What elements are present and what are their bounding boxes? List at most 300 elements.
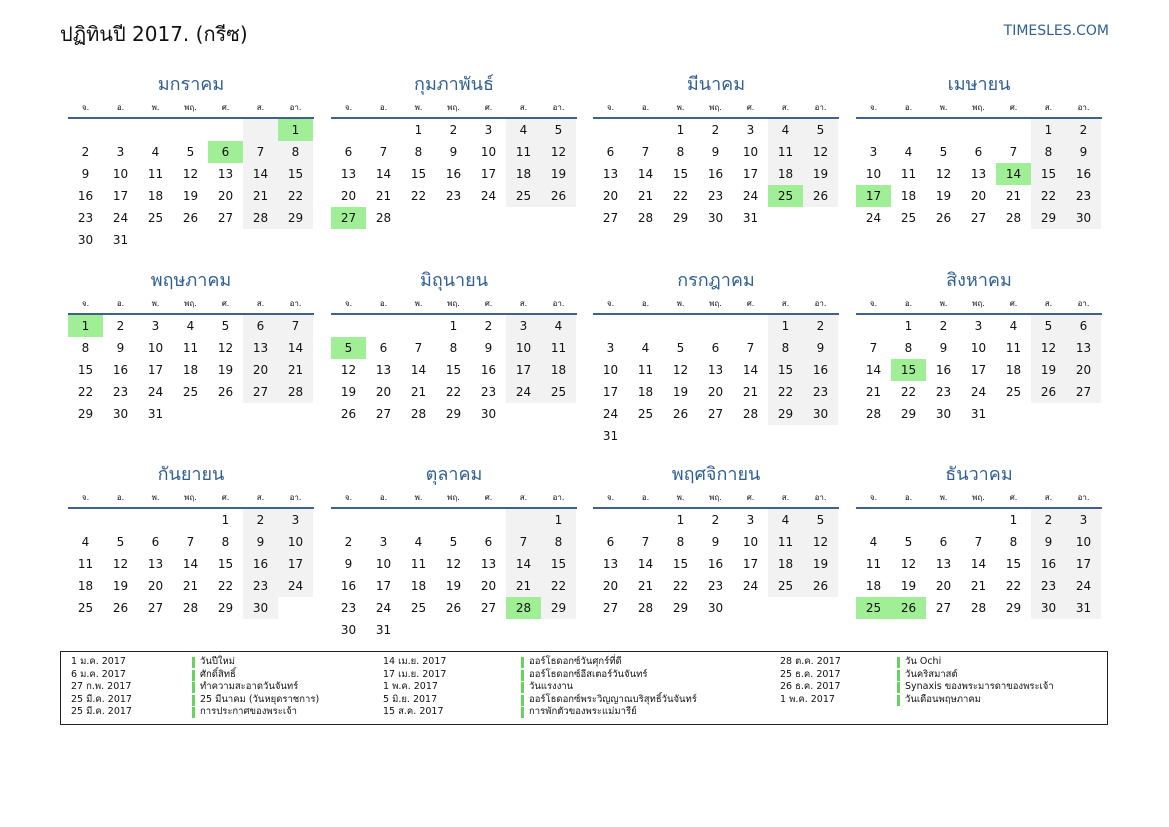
weekday-label: ส.	[1044, 493, 1053, 502]
day-cell: 2	[449, 123, 458, 137]
weekday-label: อา.	[289, 299, 302, 308]
day-cell: 5	[1031, 315, 1066, 337]
empty-day-cell	[173, 119, 208, 141]
month-calendar	[68, 461, 314, 619]
holiday-day-cell: 28	[506, 597, 541, 619]
day-cell: 18	[768, 553, 803, 575]
day-cell: 6	[1066, 315, 1101, 337]
weekday-label: พฤ.	[972, 103, 985, 112]
day-cell: 28	[182, 601, 199, 615]
day-cell: 17	[375, 579, 392, 593]
day-cell: 12	[672, 363, 689, 377]
holiday-date: 26 ธ.ค. 2017	[780, 681, 841, 693]
weekday-label: พฤ.	[709, 103, 722, 112]
holiday-name: ออร์โธดอกซ์วันศุกร์ที่ดี	[529, 656, 622, 667]
day-grid	[593, 509, 839, 619]
day-cell: 7	[278, 315, 313, 337]
weekday-label: พฤ.	[447, 493, 460, 502]
day-cell: 8	[676, 145, 685, 159]
weekday-label: พฤ.	[447, 103, 460, 112]
day-cell: 11	[147, 167, 164, 181]
weekday-label: อ.	[641, 493, 650, 502]
weekday-label: อ.	[904, 299, 913, 308]
day-cell: 13	[602, 167, 619, 181]
day-cell: 12	[340, 363, 357, 377]
weekday-label: ศ.	[746, 103, 755, 112]
day-cell: 16	[445, 167, 462, 181]
day-cell: 6	[344, 145, 353, 159]
weekday-label: จ.	[344, 493, 353, 502]
holiday-date: 25 มี.ค. 2017	[71, 693, 132, 705]
day-cell: 28	[637, 211, 654, 225]
day-cell: 8	[541, 531, 576, 553]
day-cell: 10	[865, 167, 882, 181]
day-cell: 9	[711, 145, 720, 159]
day-cell: 29	[217, 601, 234, 615]
day-cell: 17	[278, 553, 313, 575]
day-cell: 9	[344, 557, 353, 571]
day-cell: 17	[602, 385, 619, 399]
day-cell: 1	[676, 123, 685, 137]
day-cell: 7	[641, 535, 650, 549]
day-cell: 6	[711, 341, 720, 355]
holiday-marker	[521, 707, 524, 718]
day-cell: 3	[974, 319, 983, 333]
day-cell: 27	[147, 601, 164, 615]
day-cell: 15	[672, 167, 689, 181]
month-name: มิถุนายน	[419, 270, 489, 291]
day-cell: 18	[865, 579, 882, 593]
day-cell: 18	[1005, 363, 1022, 377]
day-cell: 5	[939, 145, 948, 159]
day-cell: 23	[480, 385, 497, 399]
holiday-marker	[521, 657, 524, 668]
month-calendar	[856, 267, 1102, 425]
day-cell: 4	[541, 315, 576, 337]
holiday-marker	[192, 670, 195, 681]
day-cell: 29	[768, 403, 803, 425]
day-cell: 30	[243, 597, 278, 619]
day-cell: 1	[221, 513, 230, 527]
weekday-label: อา.	[289, 493, 302, 502]
day-cell: 14	[637, 557, 654, 571]
day-cell: 24	[602, 407, 619, 421]
day-cell: 23	[935, 385, 952, 399]
day-cell: 15	[445, 363, 462, 377]
weekday-label: พ.	[151, 493, 160, 502]
day-cell: 11	[77, 557, 94, 571]
day-cell: 14	[375, 167, 392, 181]
day-cell: 2	[803, 315, 838, 337]
weekday-label: อา.	[1077, 103, 1090, 112]
weekday-label: ส.	[256, 103, 265, 112]
day-cell: 17	[742, 167, 759, 181]
day-cell: 13	[480, 557, 497, 571]
day-cell: 13	[340, 167, 357, 181]
empty-day-cell	[103, 509, 138, 531]
day-cell: 22	[541, 575, 576, 597]
day-cell: 2	[711, 513, 720, 527]
day-cell: 17	[147, 363, 164, 377]
empty-day-cell	[103, 119, 138, 141]
weekday-label: อา.	[552, 493, 565, 502]
weekday-label: พฤ.	[184, 493, 197, 502]
holiday-day-cell: 5	[331, 337, 366, 359]
month-calendar	[68, 71, 314, 251]
day-cell: 23	[112, 385, 129, 399]
empty-day-cell	[628, 119, 663, 141]
day-cell: 19	[182, 189, 199, 203]
holiday-date: 1 พ.ค. 2017	[780, 693, 835, 705]
weekday-label: พ.	[676, 493, 685, 502]
day-cell: 2	[344, 535, 353, 549]
day-cell: 26	[935, 211, 952, 225]
weekday-label: พ.	[414, 299, 423, 308]
day-cell: 12	[182, 167, 199, 181]
month-name: พฤศจิกายน	[671, 464, 761, 485]
day-cell: 28	[742, 407, 759, 421]
day-cell: 13	[217, 167, 234, 181]
weekday-header	[856, 488, 1102, 509]
day-cell: 6	[974, 145, 983, 159]
day-cell: 3	[869, 145, 878, 159]
day-cell: 20	[340, 189, 357, 203]
day-cell: 18	[900, 189, 917, 203]
day-cell: 6	[379, 341, 388, 355]
holiday-day-cell: 1	[68, 315, 103, 337]
day-cell: 24	[970, 385, 987, 399]
weekday-label: พฤ.	[972, 299, 985, 308]
day-cell: 14	[410, 363, 427, 377]
weekday-label: จ.	[81, 493, 90, 502]
day-cell: 27	[375, 407, 392, 421]
day-cell: 4	[904, 145, 913, 159]
day-cell: 25	[77, 601, 94, 615]
day-cell: 22	[217, 579, 234, 593]
day-cell: 2	[116, 319, 125, 333]
day-cell: 15	[541, 553, 576, 575]
day-cell: 12	[935, 167, 952, 181]
weekday-header	[68, 294, 314, 315]
day-cell: 6	[243, 315, 278, 337]
empty-day-cell	[891, 509, 926, 531]
day-cell: 26	[182, 211, 199, 225]
day-cell: 16	[935, 363, 952, 377]
day-cell: 15	[1031, 163, 1066, 185]
day-cell: 4	[186, 319, 195, 333]
month-name: กุมภาพันธ์	[414, 74, 494, 95]
empty-day-cell	[331, 119, 366, 141]
day-cell: 5	[221, 319, 230, 333]
day-cell: 9	[484, 341, 493, 355]
site-link[interactable]: TIMESLES.COM	[1003, 23, 1109, 39]
holiday-date: 1 ม.ค. 2017	[71, 656, 126, 667]
weekday-header	[331, 294, 577, 315]
month-name: กรกฎาคม	[677, 270, 755, 291]
day-cell: 16	[803, 359, 838, 381]
day-cell: 24	[112, 211, 129, 225]
day-cell: 24	[147, 385, 164, 399]
day-cell: 5	[186, 145, 195, 159]
day-cell: 28	[375, 211, 392, 225]
month-name: มีนาคม	[686, 74, 746, 95]
day-cell: 10	[375, 557, 392, 571]
day-cell: 16	[243, 553, 278, 575]
day-cell: 24	[375, 601, 392, 615]
weekday-label: ส.	[256, 299, 265, 308]
day-cell: 6	[606, 145, 615, 159]
holiday-date: 14 เม.ย. 2017	[383, 656, 447, 667]
day-cell: 19	[112, 579, 129, 593]
day-cell: 7	[974, 535, 983, 549]
day-cell: 22	[672, 579, 689, 593]
holiday-marker	[897, 657, 900, 668]
weekday-label: อ.	[116, 493, 125, 502]
weekday-label: พฤ.	[184, 299, 197, 308]
holiday-name: วัน Ochi	[905, 656, 942, 667]
weekday-label: อา.	[552, 299, 565, 308]
holiday-name: วันคริสมาสต์	[905, 668, 958, 680]
day-cell: 29	[445, 407, 462, 421]
day-cell: 13	[1066, 337, 1101, 359]
page-title: ปฏิทินปี 2017. (กรีซ)	[60, 22, 248, 46]
day-cell: 15	[278, 163, 313, 185]
day-cell: 25	[637, 407, 654, 421]
holiday-marker	[521, 670, 524, 681]
day-cell: 25	[147, 211, 164, 225]
day-cell: 10	[602, 363, 619, 377]
day-cell: 1	[676, 513, 685, 527]
weekday-label: ศ.	[1009, 299, 1018, 308]
day-cell: 11	[768, 531, 803, 553]
day-cell: 16	[707, 557, 724, 571]
day-cell: 12	[217, 341, 234, 355]
day-cell: 29	[1031, 207, 1066, 229]
weekday-label: อ.	[641, 299, 650, 308]
weekday-label: อ.	[904, 493, 913, 502]
weekday-label: พ.	[676, 103, 685, 112]
day-cell: 2	[711, 123, 720, 137]
day-cell: 24	[278, 575, 313, 597]
day-cell: 27	[480, 601, 497, 615]
day-cell: 12	[541, 141, 576, 163]
weekday-label: จ.	[81, 299, 90, 308]
day-cell: 21	[637, 579, 654, 593]
day-cell: 24	[742, 189, 759, 203]
weekday-label: จ.	[81, 103, 90, 112]
day-cell: 20	[970, 189, 987, 203]
day-cell: 25	[410, 601, 427, 615]
day-cell: 10	[970, 341, 987, 355]
day-cell: 4	[768, 119, 803, 141]
month-name: พฤษภาคม	[150, 270, 232, 291]
day-cell: 23	[803, 381, 838, 403]
day-cell: 16	[480, 363, 497, 377]
day-cell: 29	[541, 597, 576, 619]
day-grid	[856, 119, 1102, 229]
day-cell: 26	[803, 185, 838, 207]
weekday-label: ส.	[781, 299, 790, 308]
empty-day-cell	[593, 315, 628, 337]
weekday-label: อ.	[641, 103, 650, 112]
holiday-name: วันแรงงาน	[529, 681, 574, 693]
day-cell: 19	[803, 163, 838, 185]
day-cell: 3	[278, 509, 313, 531]
day-cell: 1	[541, 509, 576, 531]
day-cell: 22	[672, 189, 689, 203]
day-cell: 2	[243, 509, 278, 531]
weekday-label: ศ.	[1009, 103, 1018, 112]
weekday-label: จ.	[606, 493, 615, 502]
holiday-day-cell: 25	[856, 597, 891, 619]
day-cell: 11	[900, 167, 917, 181]
day-cell: 8	[1031, 141, 1066, 163]
day-cell: 6	[606, 535, 615, 549]
day-cell: 19	[445, 579, 462, 593]
holiday-name: ออร์โธดอกซ์พระวิญญาณบริสุทธิ์วันจันทร์	[529, 693, 697, 705]
day-cell: 11	[506, 141, 541, 163]
day-cell: 14	[243, 163, 278, 185]
day-cell: 18	[768, 163, 803, 185]
month-name: ธันวาคม	[945, 464, 1013, 485]
day-cell: 10	[742, 535, 759, 549]
day-cell: 13	[935, 557, 952, 571]
holiday-date: 1 พ.ค. 2017	[383, 681, 438, 693]
day-cell: 25	[1005, 385, 1022, 399]
day-cell: 30	[112, 407, 129, 421]
day-cell: 17	[742, 557, 759, 571]
month-calendar	[593, 461, 839, 619]
weekday-label: ส.	[519, 299, 528, 308]
weekday-label: ส.	[781, 493, 790, 502]
day-cell: 18	[77, 579, 94, 593]
weekday-label: ศ.	[1009, 493, 1018, 502]
day-cell: 30	[935, 407, 952, 421]
month-name: เมษายน	[947, 74, 1011, 95]
weekday-label: อา.	[814, 103, 827, 112]
day-cell: 13	[147, 557, 164, 571]
day-cell: 5	[904, 535, 913, 549]
day-cell: 15	[1005, 557, 1022, 571]
day-cell: 6	[484, 535, 493, 549]
day-cell: 9	[81, 167, 90, 181]
month-calendar	[331, 267, 577, 425]
day-cell: 20	[935, 579, 952, 593]
day-cell: 16	[340, 579, 357, 593]
holiday-day-cell: 25	[768, 185, 803, 207]
day-cell: 20	[707, 385, 724, 399]
day-cell: 11	[637, 363, 654, 377]
day-cell: 23	[707, 579, 724, 593]
holiday-marker	[897, 670, 900, 681]
empty-day-cell	[628, 315, 663, 337]
day-cell: 8	[768, 337, 803, 359]
day-cell: 11	[182, 341, 199, 355]
day-cell: 29	[77, 407, 94, 421]
day-cell: 25	[541, 381, 576, 403]
day-cell: 21	[970, 579, 987, 593]
empty-day-cell	[331, 509, 366, 531]
day-cell: 23	[340, 601, 357, 615]
day-cell: 7	[186, 535, 195, 549]
holiday-date: 27 ก.พ. 2017	[71, 681, 132, 693]
day-cell: 4	[641, 341, 650, 355]
day-cell: 8	[449, 341, 458, 355]
day-cell: 14	[182, 557, 199, 571]
day-cell: 21	[637, 189, 654, 203]
day-cell: 1	[768, 315, 803, 337]
day-cell: 23	[1066, 185, 1101, 207]
weekday-label: พ.	[676, 299, 685, 308]
day-cell: 17	[1066, 553, 1101, 575]
weekday-header	[593, 488, 839, 509]
empty-day-cell	[138, 509, 173, 531]
day-cell: 27	[707, 407, 724, 421]
holiday-day-cell: 27	[331, 207, 366, 229]
weekday-label: ศ.	[221, 493, 230, 502]
weekday-header	[331, 98, 577, 119]
day-cell: 24	[1066, 575, 1101, 597]
weekday-label: ศ.	[221, 103, 230, 112]
day-cell: 3	[151, 319, 160, 333]
day-cell: 28	[970, 601, 987, 615]
day-cell: 10	[1066, 531, 1101, 553]
day-cell: 21	[375, 189, 392, 203]
weekday-label: อ.	[904, 103, 913, 112]
day-cell: 21	[410, 385, 427, 399]
day-cell: 18	[147, 189, 164, 203]
empty-day-cell	[593, 509, 628, 531]
day-cell: 17	[970, 363, 987, 377]
day-cell: 19	[935, 189, 952, 203]
day-cell: 18	[410, 579, 427, 593]
day-cell: 12	[445, 557, 462, 571]
day-cell: 13	[707, 363, 724, 377]
day-cell: 3	[1066, 509, 1101, 531]
weekday-label: ศ.	[746, 299, 755, 308]
holiday-name: วันปีใหม่	[200, 656, 236, 667]
day-cell: 8	[676, 535, 685, 549]
weekday-label: จ.	[869, 103, 878, 112]
day-cell: 1	[904, 319, 913, 333]
day-cell: 22	[1005, 579, 1022, 593]
day-cell: 6	[939, 535, 948, 549]
day-cell: 20	[602, 189, 619, 203]
day-cell: 29	[278, 207, 313, 229]
weekday-label: อ.	[116, 103, 125, 112]
day-cell: 18	[637, 385, 654, 399]
day-cell: 29	[672, 211, 689, 225]
holiday-marker	[192, 682, 195, 693]
day-cell: 14	[742, 363, 759, 377]
holiday-marker	[192, 657, 195, 668]
weekday-label: ศ.	[221, 299, 230, 308]
day-cell: 22	[278, 185, 313, 207]
day-cell: 9	[1031, 531, 1066, 553]
day-cell: 1	[414, 123, 423, 137]
day-cell: 23	[77, 211, 94, 225]
empty-day-cell	[208, 119, 243, 141]
empty-day-cell	[138, 119, 173, 141]
day-cell: 26	[1031, 381, 1066, 403]
day-cell: 14	[637, 167, 654, 181]
day-cell: 9	[939, 341, 948, 355]
weekday-label: ส.	[519, 103, 528, 112]
weekday-label: จ.	[344, 299, 353, 308]
day-cell: 20	[217, 189, 234, 203]
weekday-header	[593, 294, 839, 315]
day-grid	[331, 315, 577, 425]
